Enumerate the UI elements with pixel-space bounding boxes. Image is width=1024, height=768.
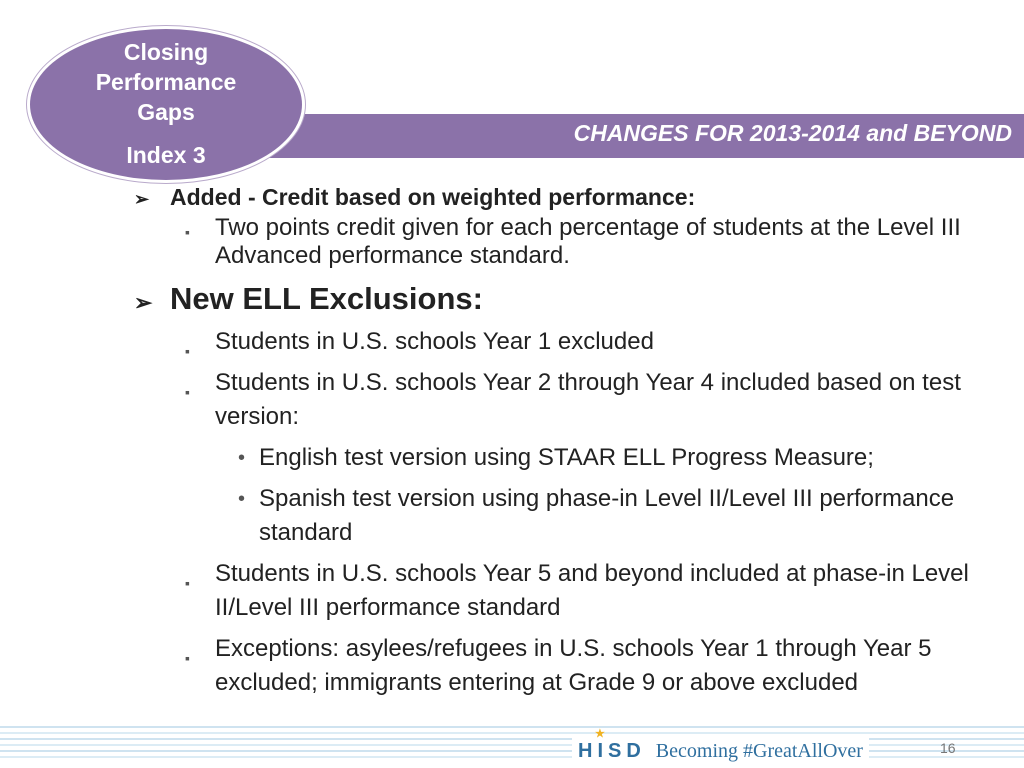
footer-brand bbox=[572, 727, 869, 765]
badge-line-3: Gaps bbox=[137, 99, 195, 125]
star-icon: ★ bbox=[595, 727, 610, 740]
sub-bullet-year-5 bbox=[134, 557, 1014, 625]
slide-title: CHANGES FOR 2013-2014 and BEYOND bbox=[573, 120, 1012, 146]
square-bullet-icon: ▪ bbox=[185, 650, 190, 666]
hisd-logo-text: HISD bbox=[578, 739, 646, 762]
sub-bullet-year-1 bbox=[134, 325, 1014, 359]
footer-line bbox=[0, 750, 1024, 752]
sub-bullet-text: Students in U.S. schools Year 2 through Year 4 included based on test version: bbox=[215, 369, 961, 430]
footer-line bbox=[0, 756, 1024, 758]
sub-bullet-text: Students in U.S. schools Year 1 excluded bbox=[215, 328, 654, 355]
sub-bullet-text: Exceptions: asylees/refugees in U.S. schools Year 1 through Year 5 excluded; immigrants entering at Grade 9 or above excluded bbox=[215, 635, 932, 696]
footer-decoration bbox=[0, 722, 1024, 768]
bullet-added-credit bbox=[134, 182, 1014, 212]
badge-line-1: Closing bbox=[123, 39, 209, 65]
square-bullet-icon: ▪ bbox=[185, 384, 190, 400]
header-band bbox=[222, 114, 1024, 158]
square-bullet-icon: ▪ bbox=[185, 343, 190, 359]
dot-bullet-icon: • bbox=[238, 488, 246, 510]
hisd-logo bbox=[578, 727, 646, 763]
arrow-bullet-icon: ➢ bbox=[134, 290, 153, 315]
brand-tagline: Becoming #GreatAllOver bbox=[655, 739, 863, 762]
badge-index: Index 3 bbox=[126, 142, 206, 168]
sub-bullet-exceptions bbox=[134, 632, 1014, 700]
badge-line-2: Performance bbox=[95, 69, 237, 95]
section-badge bbox=[27, 26, 305, 183]
footer-line bbox=[0, 726, 1024, 728]
sub-sub-bullet-english bbox=[134, 441, 1014, 475]
footer-line bbox=[0, 732, 1024, 734]
bullet-new-ell-exclusions bbox=[134, 280, 1014, 318]
bullet-text: Added - Credit based on weighted performance: bbox=[170, 184, 696, 210]
sub-sub-bullet-text: English test version using STAAR ELL Progress Measure; bbox=[259, 444, 874, 471]
slide-content bbox=[134, 182, 1014, 700]
sub-sub-bullet-spanish bbox=[134, 482, 1014, 550]
footer-line bbox=[0, 744, 1024, 746]
bullet-text: New ELL Exclusions: bbox=[170, 281, 483, 316]
footer-line bbox=[0, 738, 1024, 740]
sub-bullet-year-2-4 bbox=[134, 366, 1014, 434]
sub-bullet-text: Students in U.S. schools Year 5 and beyond included at phase-in Level II/Level III performance standard bbox=[215, 560, 969, 621]
square-bullet-icon: ▪ bbox=[185, 224, 190, 240]
square-bullet-icon: ▪ bbox=[185, 575, 190, 591]
sub-bullet-text: Two points credit given for each percentage of students at the Level III Advanced performance standard. bbox=[215, 214, 961, 269]
sub-sub-bullet-text: Spanish test version using phase-in Level II/Level III performance standard bbox=[259, 485, 955, 546]
arrow-bullet-icon: ➢ bbox=[134, 189, 150, 209]
sub-bullet-two-points bbox=[134, 214, 1014, 270]
dot-bullet-icon: • bbox=[238, 447, 246, 469]
page-number: 16 bbox=[940, 740, 956, 756]
